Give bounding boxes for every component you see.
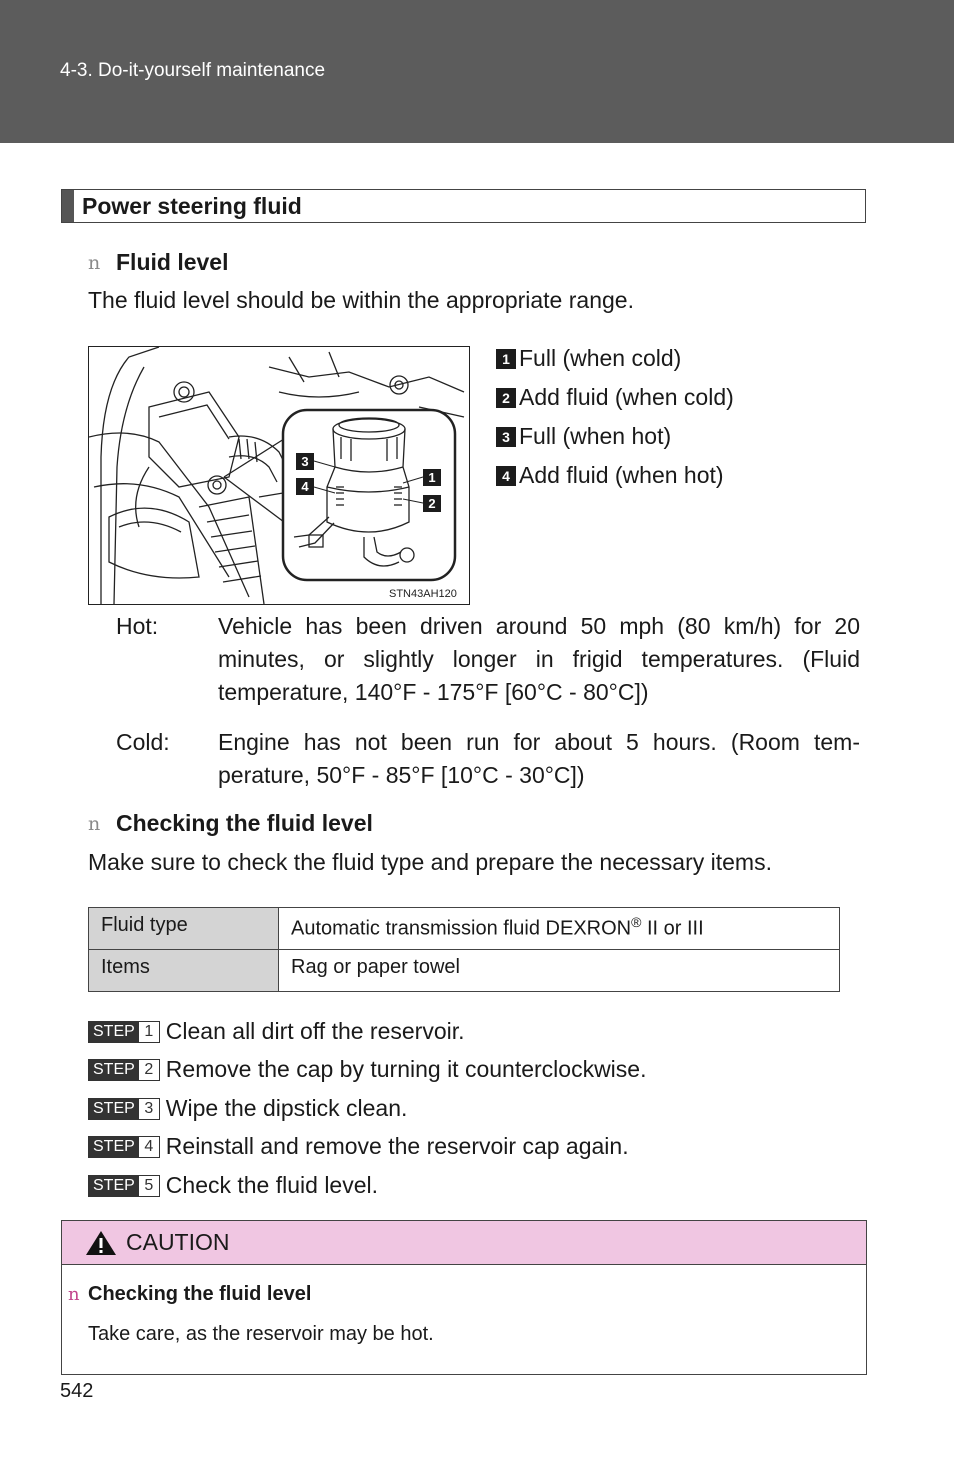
step-number: 2 bbox=[139, 1060, 159, 1080]
definition-term: Cold: bbox=[116, 729, 170, 755]
section-breadcrumb: 4-3. Do-it-yourself maintenance bbox=[60, 60, 326, 81]
step-tag bbox=[88, 1021, 160, 1043]
fluid-type-suffix: II or III bbox=[641, 917, 704, 940]
table-cell-label: Fluid type bbox=[89, 908, 279, 950]
checking-heading-text: Checking the fluid level bbox=[116, 810, 373, 836]
definition-hot bbox=[116, 610, 860, 709]
caution-text: Take care, as the reservoir may be hot. bbox=[88, 1323, 434, 1345]
number-badge-icon: 3 bbox=[496, 427, 516, 447]
number-badge-icon: 1 bbox=[496, 349, 516, 369]
step-text: Remove the cap by turning it counterclockwise. bbox=[165, 1056, 647, 1082]
step-item bbox=[88, 1172, 378, 1199]
step-item bbox=[88, 1095, 407, 1122]
definition-desc: Engine has not been run for about 5 hours. (Room tem-perature, 50°F - 85°F [10°C - 30°C]) bbox=[218, 729, 860, 788]
caution-heading-text: Checking the fluid level bbox=[88, 1283, 312, 1305]
step-text: Wipe the dipstick clean. bbox=[165, 1095, 408, 1121]
section-title: Power steering fluid bbox=[82, 193, 302, 219]
caution-box bbox=[61, 1220, 867, 1375]
step-item bbox=[88, 1018, 465, 1045]
step-text: Clean all dirt off the reservoir. bbox=[165, 1018, 465, 1044]
engine-bay-drawing bbox=[89, 347, 469, 604]
svg-text:1: 1 bbox=[428, 470, 436, 485]
legend-item bbox=[496, 339, 734, 378]
step-number: 1 bbox=[139, 1022, 159, 1042]
definition-cold bbox=[116, 726, 860, 792]
warning-triangle-icon bbox=[84, 1229, 118, 1257]
svg-text:2: 2 bbox=[428, 496, 436, 511]
legend-label: Full (when hot) bbox=[519, 423, 672, 449]
number-badge-icon: 4 bbox=[496, 466, 516, 486]
table-row bbox=[89, 950, 840, 992]
legend-item bbox=[496, 378, 734, 417]
step-tag bbox=[88, 1098, 160, 1120]
step-tag bbox=[88, 1059, 160, 1081]
checking-heading bbox=[88, 810, 373, 837]
section-title-box bbox=[61, 189, 866, 223]
page-number: 542 bbox=[60, 1380, 94, 1402]
table-cell-value: Rag or paper towel bbox=[279, 950, 840, 992]
section-title-bar bbox=[62, 190, 74, 222]
step-item bbox=[88, 1133, 629, 1160]
definition-desc: Vehicle has been driven around 50 mph (80 km/h) for 20 minutes, or slightly longer in frigid temperatures. (Fluid temperature, 140°F - 175°F [60°C - 80°C]) bbox=[218, 613, 860, 705]
header-band bbox=[0, 0, 954, 143]
step-word: STEP bbox=[89, 1060, 139, 1080]
svg-text:3: 3 bbox=[301, 454, 309, 469]
figure-code: STN43AH120 bbox=[389, 588, 457, 600]
fluid-type-text: Automatic transmission fluid DEXRON bbox=[291, 917, 632, 940]
caution-header bbox=[62, 1221, 866, 1265]
step-text: Check the fluid level. bbox=[165, 1172, 379, 1198]
legend-label: Add fluid (when cold) bbox=[519, 384, 734, 410]
step-number: 4 bbox=[139, 1137, 159, 1157]
step-tag bbox=[88, 1136, 160, 1158]
step-tag bbox=[88, 1175, 160, 1197]
bullet-icon: n bbox=[88, 812, 101, 835]
legend-label: Add fluid (when hot) bbox=[519, 462, 724, 488]
step-word: STEP bbox=[89, 1099, 139, 1119]
definition-term: Hot: bbox=[116, 613, 159, 639]
step-word: STEP bbox=[89, 1176, 139, 1196]
table-row bbox=[89, 908, 840, 950]
fluid-level-heading bbox=[88, 249, 228, 276]
legend-item bbox=[496, 456, 734, 495]
legend-item bbox=[496, 417, 734, 456]
step-word: STEP bbox=[89, 1022, 139, 1042]
number-badge-icon: 2 bbox=[496, 388, 516, 408]
svg-text:4: 4 bbox=[301, 479, 309, 494]
checking-intro: Make sure to check the fluid type and prepare the necessary items. bbox=[88, 849, 772, 875]
bullet-icon: n bbox=[88, 251, 101, 274]
level-legend bbox=[496, 339, 734, 495]
legend-label: Full (when cold) bbox=[519, 345, 682, 371]
step-item bbox=[88, 1056, 646, 1083]
fluid-level-intro: The fluid level should be within the appropriate range. bbox=[88, 287, 634, 313]
step-number: 3 bbox=[139, 1099, 159, 1119]
bullet-icon: n bbox=[68, 1284, 80, 1305]
reservoir-illustration bbox=[88, 346, 470, 605]
caution-heading bbox=[68, 1283, 311, 1306]
table-cell-label: Items bbox=[89, 950, 279, 992]
table-cell-value bbox=[279, 908, 840, 950]
step-text: Reinstall and remove the reservoir cap again. bbox=[165, 1133, 629, 1159]
step-number: 5 bbox=[139, 1176, 159, 1196]
step-word: STEP bbox=[89, 1137, 139, 1157]
items-table bbox=[88, 907, 840, 992]
fluid-level-heading-text: Fluid level bbox=[116, 249, 229, 275]
registered-mark: ® bbox=[631, 914, 642, 930]
caution-title: CAUTION bbox=[126, 1229, 230, 1255]
